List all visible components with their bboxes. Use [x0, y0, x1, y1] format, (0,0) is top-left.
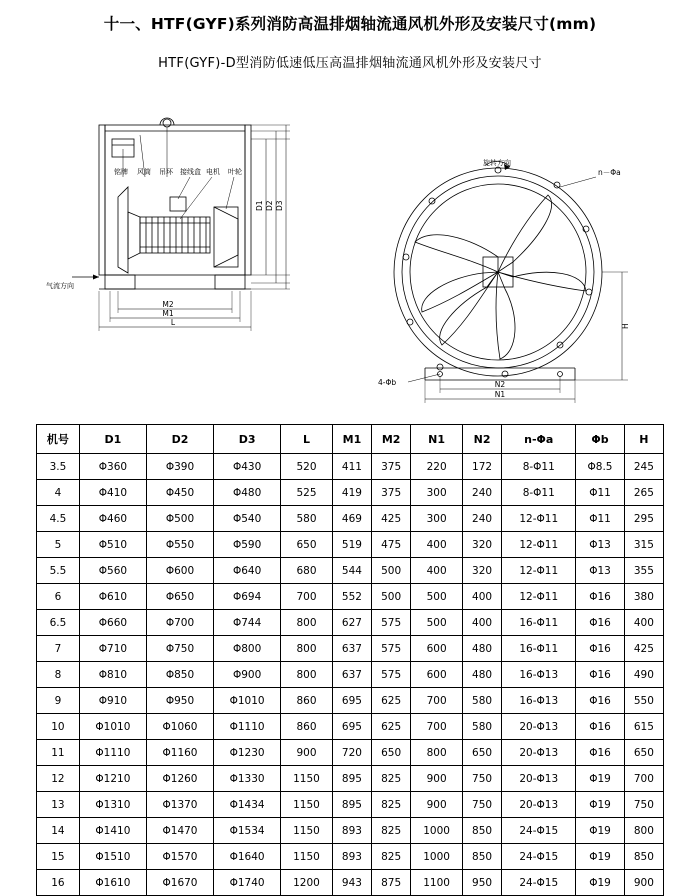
- table-cell: 637: [332, 636, 371, 662]
- table-cell: Φ480: [214, 480, 281, 506]
- table-cell: Φ16: [576, 636, 624, 662]
- table-cell: Φ744: [214, 610, 281, 636]
- table-cell: Φ600: [146, 558, 213, 584]
- table-cell: Φ560: [79, 558, 146, 584]
- table-cell: Φ11: [576, 480, 624, 506]
- table-cell: 627: [332, 610, 371, 636]
- table-cell: 240: [462, 506, 501, 532]
- table-cell: 480: [462, 662, 501, 688]
- table-cell: 419: [332, 480, 371, 506]
- table-cell: Φ550: [146, 532, 213, 558]
- table-cell: 625: [372, 714, 411, 740]
- dim-l: L: [170, 318, 176, 327]
- dim-h: H: [621, 323, 630, 329]
- table-cell: 500: [372, 558, 411, 584]
- table-cell: Φ1010: [79, 714, 146, 740]
- table-cell: 893: [332, 844, 371, 870]
- table-cell: Φ16: [576, 740, 624, 766]
- table-header: [37, 425, 664, 454]
- table-cell: 850: [462, 818, 501, 844]
- label-lifting-ring: 吊环: [159, 168, 173, 176]
- table-cell: 320: [462, 532, 501, 558]
- table-cell: 800: [411, 740, 463, 766]
- table-cell: 615: [624, 714, 663, 740]
- table-cell: 800: [281, 662, 333, 688]
- table-cell: 220: [411, 454, 463, 480]
- table-cell: Φ1010: [214, 688, 281, 714]
- table-cell: Φ850: [146, 662, 213, 688]
- table-cell: Φ430: [214, 454, 281, 480]
- table-header-cell: D1: [79, 425, 146, 454]
- table-cell: 800: [624, 818, 663, 844]
- table-cell-model: 10: [37, 714, 80, 740]
- dim-m2: M2: [162, 300, 174, 309]
- table-cell: 12-Φ11: [502, 558, 576, 584]
- table-cell: 637: [332, 662, 371, 688]
- table-cell: 24-Φ15: [502, 844, 576, 870]
- table-cell: 720: [332, 740, 371, 766]
- table-cell: 700: [411, 714, 463, 740]
- table-row: [37, 688, 664, 714]
- table-cell: Φ460: [79, 506, 146, 532]
- table-cell-model: 4.5: [37, 506, 80, 532]
- table-cell: Φ13: [576, 558, 624, 584]
- dim-d1: D1: [255, 200, 264, 211]
- table-cell: Φ360: [79, 454, 146, 480]
- table-cell: 425: [372, 506, 411, 532]
- label-nameplate: 铭牌: [114, 168, 128, 176]
- table-cell: Φ1060: [146, 714, 213, 740]
- table-row: [37, 766, 664, 792]
- table-cell: 600: [411, 636, 463, 662]
- table-header-cell: M2: [372, 425, 411, 454]
- table-cell: 355: [624, 558, 663, 584]
- table-cell: 400: [462, 584, 501, 610]
- table-cell: 575: [372, 610, 411, 636]
- table-row: [37, 506, 664, 532]
- table-cell: Φ16: [576, 610, 624, 636]
- table-cell: Φ650: [146, 584, 213, 610]
- table-cell: 16-Φ11: [502, 610, 576, 636]
- table-cell: Φ1570: [146, 844, 213, 870]
- table-cell: 825: [372, 844, 411, 870]
- table-cell: 490: [624, 662, 663, 688]
- table-cell: Φ540: [214, 506, 281, 532]
- dim-n-phi-a: n－Φa: [598, 168, 621, 177]
- table-cell: 12-Φ11: [502, 532, 576, 558]
- table-cell: Φ390: [146, 454, 213, 480]
- drawing-svg: [0, 77, 700, 399]
- dim-d2: D2: [265, 200, 274, 211]
- table-cell: Φ900: [214, 662, 281, 688]
- table-cell: 860: [281, 714, 333, 740]
- table-cell: Φ510: [79, 532, 146, 558]
- table-row: [37, 792, 664, 818]
- table-cell: 520: [281, 454, 333, 480]
- table-cell: 469: [332, 506, 371, 532]
- table-cell: 411: [332, 454, 371, 480]
- table-cell-model: 7: [37, 636, 80, 662]
- table-cell: 480: [462, 636, 501, 662]
- table-cell: Φ640: [214, 558, 281, 584]
- table-cell: 850: [462, 844, 501, 870]
- table-cell: 20-Φ13: [502, 740, 576, 766]
- table-cell: 240: [462, 480, 501, 506]
- table-cell: 375: [372, 480, 411, 506]
- table-cell: 500: [372, 584, 411, 610]
- table-body: [37, 454, 664, 896]
- table-cell: Φ19: [576, 818, 624, 844]
- table-cell: 850: [624, 844, 663, 870]
- table-cell: 315: [624, 532, 663, 558]
- table-header-cell: D2: [146, 425, 213, 454]
- table-cell-model: 12: [37, 766, 80, 792]
- table-header-cell: N2: [462, 425, 501, 454]
- table-cell: Φ19: [576, 792, 624, 818]
- table-cell: 16-Φ13: [502, 688, 576, 714]
- document-page: [0, 12, 700, 889]
- table-cell: 16-Φ13: [502, 662, 576, 688]
- table-cell: Φ16: [576, 584, 624, 610]
- table-cell: 695: [332, 714, 371, 740]
- table-cell: 475: [372, 532, 411, 558]
- table-cell: 295: [624, 506, 663, 532]
- table-header-cell: 机号: [37, 425, 80, 454]
- table-cell-model: 11: [37, 740, 80, 766]
- table-row: [37, 532, 664, 558]
- table-cell: 700: [624, 766, 663, 792]
- table-cell: 650: [462, 740, 501, 766]
- table-cell: Φ16: [576, 688, 624, 714]
- table-cell: Φ1434: [214, 792, 281, 818]
- table-cell: 400: [462, 610, 501, 636]
- table-cell: Φ1260: [146, 766, 213, 792]
- table-cell: 24-Φ15: [502, 870, 576, 896]
- table-cell: Φ1230: [214, 740, 281, 766]
- table-cell: 12-Φ11: [502, 584, 576, 610]
- table-cell: 875: [372, 870, 411, 896]
- table-row: [37, 636, 664, 662]
- table-cell: Φ800: [214, 636, 281, 662]
- table-cell: 380: [624, 584, 663, 610]
- table-cell: 425: [624, 636, 663, 662]
- table-cell: Φ1370: [146, 792, 213, 818]
- table-cell: Φ590: [214, 532, 281, 558]
- table-cell: Φ950: [146, 688, 213, 714]
- table-cell: 300: [411, 480, 463, 506]
- dim-4-phi-b: 4-Φb: [378, 378, 397, 387]
- table-cell: Φ710: [79, 636, 146, 662]
- table-cell-model: 3.5: [37, 454, 80, 480]
- table-row: [37, 558, 664, 584]
- table-cell: 400: [411, 558, 463, 584]
- table-header-row: [37, 425, 664, 454]
- table-cell: Φ500: [146, 506, 213, 532]
- table-cell: Φ1310: [79, 792, 146, 818]
- table-cell: 525: [281, 480, 333, 506]
- table-cell: Φ1410: [79, 818, 146, 844]
- table-cell: 800: [281, 610, 333, 636]
- table-cell: Φ1510: [79, 844, 146, 870]
- table-cell: 8-Φ11: [502, 480, 576, 506]
- table-cell: 265: [624, 480, 663, 506]
- table-cell: Φ1470: [146, 818, 213, 844]
- spec-table-container: [36, 424, 664, 896]
- table-cell: 8-Φ11: [502, 454, 576, 480]
- table-row: [37, 870, 664, 896]
- table-cell: 550: [624, 688, 663, 714]
- label-junction-box: 接线盒: [180, 168, 201, 176]
- table-cell: 300: [411, 506, 463, 532]
- table-header-cell: n-Φa: [502, 425, 576, 454]
- table-cell: Φ13: [576, 532, 624, 558]
- label-duct: 风筒: [137, 168, 151, 176]
- table-cell: 895: [332, 766, 371, 792]
- table-row: [37, 740, 664, 766]
- table-row: [37, 662, 664, 688]
- table-cell: Φ450: [146, 480, 213, 506]
- table-cell: 20-Φ13: [502, 766, 576, 792]
- table-cell-model: 15: [37, 844, 80, 870]
- table-cell: 750: [624, 792, 663, 818]
- table-cell: 700: [281, 584, 333, 610]
- table-cell: Φ19: [576, 870, 624, 896]
- table-row: [37, 844, 664, 870]
- table-cell: Φ700: [146, 610, 213, 636]
- table-cell-model: 13: [37, 792, 80, 818]
- dim-n1: N1: [494, 390, 506, 399]
- table-cell: Φ1330: [214, 766, 281, 792]
- dim-m1: M1: [162, 309, 174, 318]
- table-cell: Φ660: [79, 610, 146, 636]
- table-cell: 900: [411, 792, 463, 818]
- label-airflow-direction: 气流方向: [46, 282, 74, 290]
- table-cell: 20-Φ13: [502, 792, 576, 818]
- table-row: [37, 714, 664, 740]
- table-cell-model: 4: [37, 480, 80, 506]
- table-cell: 580: [462, 688, 501, 714]
- table-cell: Φ11: [576, 506, 624, 532]
- table-cell-model: 6.5: [37, 610, 80, 636]
- table-row: [37, 480, 664, 506]
- table-cell: Φ750: [146, 636, 213, 662]
- table-cell: Φ1160: [146, 740, 213, 766]
- table-cell: Φ1640: [214, 844, 281, 870]
- table-row: [37, 454, 664, 480]
- table-cell: 172: [462, 454, 501, 480]
- table-cell-model: 8: [37, 662, 80, 688]
- table-cell: 893: [332, 818, 371, 844]
- table-header-cell: H: [624, 425, 663, 454]
- table-cell: 1150: [281, 766, 333, 792]
- table-cell: Φ694: [214, 584, 281, 610]
- table-cell: 375: [372, 454, 411, 480]
- table-cell: Φ410: [79, 480, 146, 506]
- dim-n2: N2: [494, 380, 506, 389]
- table-cell-model: 9: [37, 688, 80, 714]
- table-cell: 900: [411, 766, 463, 792]
- table-cell: 943: [332, 870, 371, 896]
- table-cell: 320: [462, 558, 501, 584]
- dim-d3: D3: [275, 200, 284, 211]
- table-cell: 580: [462, 714, 501, 740]
- table-cell: Φ910: [79, 688, 146, 714]
- table-cell: 825: [372, 792, 411, 818]
- table-cell: 650: [281, 532, 333, 558]
- label-motor: 电机: [206, 168, 220, 176]
- table-cell: 1000: [411, 818, 463, 844]
- table-cell: Φ19: [576, 766, 624, 792]
- table-cell: 700: [411, 688, 463, 714]
- table-cell: 544: [332, 558, 371, 584]
- table-cell: 860: [281, 688, 333, 714]
- label-rotation-direction: 旋转方向: [483, 159, 511, 167]
- table-cell: Φ1110: [214, 714, 281, 740]
- table-row: [37, 818, 664, 844]
- table-cell-model: 5: [37, 532, 80, 558]
- table-header-cell: L: [281, 425, 333, 454]
- table-cell: 575: [372, 662, 411, 688]
- table-cell: 695: [332, 688, 371, 714]
- table-cell: 400: [411, 532, 463, 558]
- table-cell: 24-Φ15: [502, 818, 576, 844]
- technical-drawing: [0, 77, 700, 399]
- table-cell: Φ610: [79, 584, 146, 610]
- table-cell: 16-Φ11: [502, 636, 576, 662]
- table-cell: 500: [411, 584, 463, 610]
- table-cell: 552: [332, 584, 371, 610]
- table-header-cell: N1: [411, 425, 463, 454]
- page-subtitle: HTF(GYF)-D型消防低速低压高温排烟轴流通风机外形及安装尺寸: [158, 56, 542, 71]
- table-cell-model: 14: [37, 818, 80, 844]
- table-cell: 1150: [281, 818, 333, 844]
- table-cell: 580: [281, 506, 333, 532]
- table-cell: 900: [624, 870, 663, 896]
- table-cell: Φ1110: [79, 740, 146, 766]
- table-cell: 245: [624, 454, 663, 480]
- table-cell: 950: [462, 870, 501, 896]
- table-cell: 825: [372, 818, 411, 844]
- table-cell: 20-Φ13: [502, 714, 576, 740]
- table-cell: 895: [332, 792, 371, 818]
- table-header-cell: D3: [214, 425, 281, 454]
- label-impeller: 叶轮: [228, 168, 242, 176]
- table-cell: Φ1210: [79, 766, 146, 792]
- table-cell: 650: [624, 740, 663, 766]
- table-cell: 400: [624, 610, 663, 636]
- table-cell: Φ1740: [214, 870, 281, 896]
- page-title: 十一、HTF(GYF)系列消防高温排烟轴流通风机外形及安装尺寸(mm): [103, 15, 597, 33]
- table-cell: Φ1610: [79, 870, 146, 896]
- table-cell: 650: [372, 740, 411, 766]
- table-cell: Φ19: [576, 844, 624, 870]
- table-cell: 500: [411, 610, 463, 636]
- table-cell: 680: [281, 558, 333, 584]
- table-cell: Φ1534: [214, 818, 281, 844]
- table-cell: Φ1670: [146, 870, 213, 896]
- table-cell: Φ8.5: [576, 454, 624, 480]
- table-cell: 825: [372, 766, 411, 792]
- table-row: [37, 584, 664, 610]
- specification-table: [36, 424, 664, 896]
- table-cell: 12-Φ11: [502, 506, 576, 532]
- table-cell: 750: [462, 766, 501, 792]
- table-cell: 900: [281, 740, 333, 766]
- table-cell: 600: [411, 662, 463, 688]
- table-cell-model: 6: [37, 584, 80, 610]
- table-cell: 800: [281, 636, 333, 662]
- table-cell: 1150: [281, 844, 333, 870]
- table-cell: 1000: [411, 844, 463, 870]
- table-cell: Φ810: [79, 662, 146, 688]
- table-cell: 625: [372, 688, 411, 714]
- table-cell: 575: [372, 636, 411, 662]
- table-row: [37, 610, 664, 636]
- table-cell: Φ16: [576, 714, 624, 740]
- table-cell: 1200: [281, 870, 333, 896]
- table-cell-model: 16: [37, 870, 80, 896]
- table-header-cell: Φb: [576, 425, 624, 454]
- table-cell: 1100: [411, 870, 463, 896]
- table-cell: 1150: [281, 792, 333, 818]
- table-cell: 519: [332, 532, 371, 558]
- table-header-cell: M1: [332, 425, 371, 454]
- table-cell: 750: [462, 792, 501, 818]
- table-cell: Φ16: [576, 662, 624, 688]
- table-cell-model: 5.5: [37, 558, 80, 584]
